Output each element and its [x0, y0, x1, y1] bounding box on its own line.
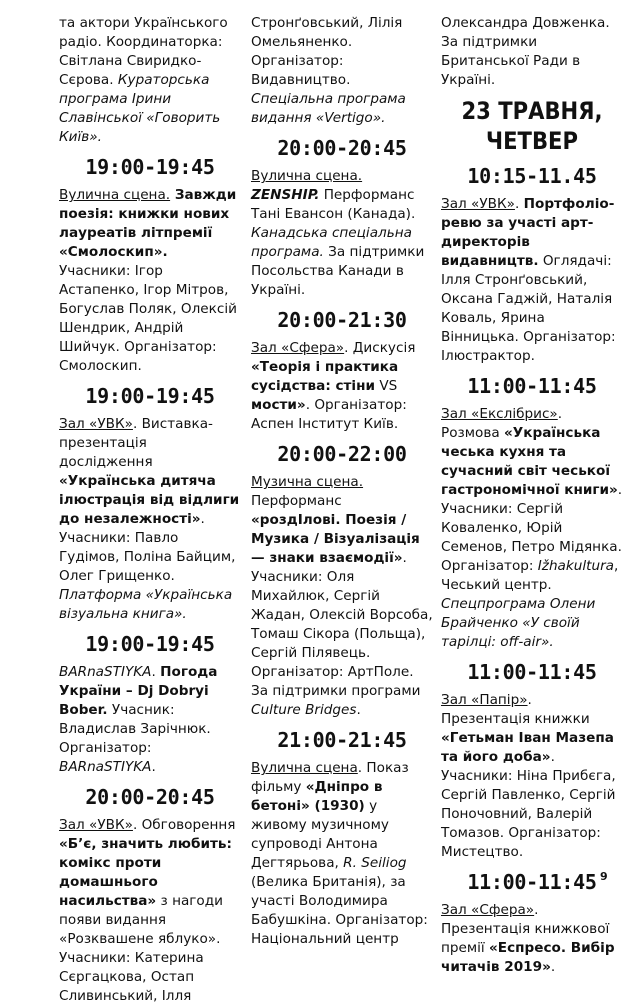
event-description — [441, 195, 623, 366]
text-run: у живому музичному супроводі Антона Дегтярьова, — [251, 798, 389, 871]
venue-label: Зал «УВК» — [59, 817, 133, 833]
event-description — [59, 186, 241, 376]
page-number: 9 — [600, 870, 608, 883]
text-run: Перформанс — [251, 493, 342, 509]
event-title: мости» — [251, 397, 306, 413]
text-run: . — [151, 664, 161, 680]
text-run: . Учасники: Павло Гудімов, Поліна Байцим, Олег Грищенко. — [59, 511, 236, 584]
venue-label: Зал «Екслібрис» — [441, 406, 558, 422]
time-heading: 11:00-11:45 — [467, 374, 597, 398]
text-run: , Чеський центр. — [441, 558, 619, 593]
event-description — [251, 759, 433, 949]
text-run: . Презентація книжкової премії — [441, 902, 610, 956]
program-note: BARnaSTIYKA — [59, 664, 152, 680]
text-run: . Організатор: Аспен Інститут Київ. — [251, 397, 407, 432]
event-description — [59, 415, 241, 624]
time-heading: 20:00-22:00 — [277, 442, 407, 466]
time-heading: 19:00-19:45 — [85, 384, 215, 408]
event-title: «Еспресо. Вибір читачів 2019» — [441, 940, 615, 975]
text-run: з нагоди появи видання «Розквашене яблуко». Учасники: Катерина Сєргацкова, Остап Сливинський, Ілля — [59, 893, 223, 1004]
text-run: . Учасники: Ніна Прибєга, Сергій Павленко, Сергій Поночовний, Валерій Томазов. Організатор: Мистецтво. — [441, 749, 616, 860]
program-note: BARnaSTIYKA — [59, 759, 152, 775]
venue-label: Зал «Сфера» — [251, 340, 345, 356]
day-heading: 23 ТРАВНЯ, ЧЕТВЕР — [461, 97, 603, 155]
text-run: . Обговорення — [132, 817, 236, 833]
event-description — [59, 663, 241, 777]
program-note: Платформа «Українська візуальна книга». — [59, 587, 233, 622]
text-run: VS — [375, 378, 398, 394]
event-title: «Українська дитяча ілюстрація від відлиги до незалежності» — [59, 473, 240, 527]
text-run: Стронґовський, Лілія Омельяненко. Організатор: Видавництво. — [251, 15, 403, 88]
text-run: За підтримки Посольства Канади в Україні. — [251, 244, 425, 298]
event-description — [59, 816, 241, 1006]
time-heading: 20:00-21:30 — [277, 308, 407, 332]
program-note: Спеціальна програма видання «Vertigo». — [251, 91, 406, 126]
time-heading: 10:15-11.45 — [467, 164, 597, 188]
event-title: «Українська чеська кухня та сучасний світ чеської гастрономічної книги» — [441, 425, 618, 498]
text-run: та актори Українського радіо. Координаторка: Світлана Свиридко-Сєрова. — [59, 15, 228, 88]
event-title: Погода України – Dj Dobryi Bober. — [59, 664, 218, 718]
text-run: Учасник: Владислав Зарічнюк. Організатор: — [59, 702, 211, 756]
time-heading: 19:00-19:45 — [85, 632, 215, 656]
text-run: Учасники: Ігор Астапенко, Ігор Мітров, Богуслав Поляк, Олексій Шендрик, Андрій Шийчук. Організатор: Смолоскип. — [59, 263, 237, 374]
time-heading: 11:00-11:45 — [467, 660, 597, 684]
text-run: . Презентація книжки — [441, 692, 590, 727]
event-description — [441, 405, 623, 652]
venue-label: Зал «Папір» — [441, 692, 528, 708]
venue-label: Зал «Сфера» — [441, 902, 535, 918]
text-run: . — [356, 702, 361, 718]
program-note: Ižhakultura — [537, 558, 615, 574]
text-run: Олександра Довженка. За підтримки Британської Ради в Україні. — [441, 15, 610, 88]
text-run: . — [514, 196, 524, 212]
time-heading: 11:00-11:45 — [467, 870, 597, 894]
time-heading: 20:00-20:45 — [85, 785, 215, 809]
program-note: Спецпрограма Олени Брайченко «У своїй тарілці: off-air». — [441, 596, 596, 650]
venue-label: Зал «УВК» — [59, 416, 133, 432]
program-note: Канадська спеціальна програма. — [251, 225, 412, 260]
event-description — [441, 14, 623, 90]
event-description — [251, 167, 433, 300]
text-run: . Показ фільму — [251, 760, 409, 795]
text-run: (Велика Британія), за участі Володимира Бабушкіна. Організатор: Національний центр — [251, 874, 428, 947]
event-title: Портфоліо-ревю за участі арт-директорів видавництв. — [441, 196, 615, 269]
event-title: «роздІлові. Поезія / Музика / Візуалізація — знаки взаємодії» — [251, 512, 420, 566]
text-run: . Розмова — [441, 406, 563, 441]
program-note: Culture Bridges — [251, 702, 357, 718]
column-1 — [59, 14, 241, 1006]
event-title: «Теорія і практика сусідства: стіни — [251, 359, 399, 394]
text-run: . — [550, 959, 556, 975]
event-title: «Дніпро в бетоні» (1930) — [251, 779, 383, 814]
event-description — [251, 473, 433, 720]
time-heading: 21:00-21:45 — [277, 728, 407, 752]
text-run: . Учасники: Сергій Коваленко, Юрій Семенов, Петро Мідянка. Організатор: — [441, 482, 623, 574]
event-title: «Б’є, значить любить: комікс проти домашнього насильства» — [59, 836, 232, 909]
program-note: R. Seiliog — [343, 855, 407, 871]
text-run: Перформанс Тані Евансон (Канада). — [251, 187, 416, 222]
event-description — [441, 901, 623, 977]
event-description — [251, 339, 433, 434]
venue-label: Вулична сцена. — [59, 187, 171, 203]
event-title: Завжди поезія: книжки нових лауреатів літпремії «Смолоскип». — [59, 187, 237, 260]
venue-label: Вулична сцена. — [251, 168, 363, 184]
event-description — [441, 691, 623, 862]
column-2 — [251, 14, 433, 949]
venue-label: Вулична сцена — [251, 760, 358, 776]
column-3 — [441, 14, 623, 977]
text-run: Оглядачі: Ілля Стронґовський, Оксана Гаджій, Наталія Коваль, Ярина Вінницька. Організатор: Ілюстрактор. — [441, 253, 616, 364]
event-description — [59, 14, 241, 147]
text-run: . — [151, 759, 156, 775]
event-title: ZENSHIP. — [251, 187, 320, 203]
program-note: Кураторська програма Ірини Славінської «Говорить Київ». — [59, 72, 221, 145]
time-heading: 19:00-19:45 — [85, 155, 215, 179]
time-heading: 20:00-20:45 — [277, 136, 407, 160]
text-run: . Учасники: Оля Михайлюк, Сергій Жадан, Олексій Ворсоба, Томаш Сікора (Польща), Сергій Пілявець. Організатор: АртПоле. За підтримки програми — [251, 550, 433, 699]
text-run: . Дискусія — [344, 340, 416, 356]
event-description — [251, 14, 433, 128]
event-title: «Гетьман Іван Мазепа та його доба» — [441, 730, 614, 765]
venue-label: Зал «УВК» — [441, 196, 515, 212]
venue-label: Музична сцена. — [251, 474, 364, 490]
text-run: . Виставка-презентація дослідження — [59, 416, 213, 470]
